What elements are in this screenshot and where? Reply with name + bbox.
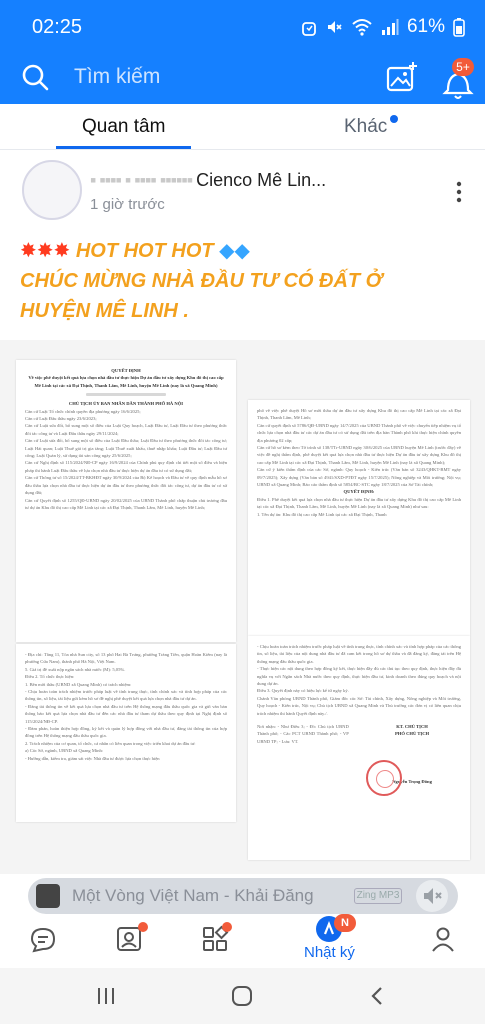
search-bar [0,52,485,104]
more-options-icon[interactable] [452,180,466,204]
boom-icon: ✸✸✸ [20,240,71,262]
search-icon[interactable] [20,62,50,92]
zing-mp3-button[interactable]: Zing MP3 [354,888,402,904]
red-seal-stamp [366,760,402,796]
post-content [20,236,470,326]
post-line-1: ✸✸✸ HOT HOT HOT ◆◆ [20,240,250,262]
mute-button[interactable] [416,880,448,912]
timeline-label: Nhật ký [304,944,355,961]
alarm-icon [301,18,317,36]
back-icon[interactable] [368,986,388,1006]
nav-profile-icon[interactable] [428,924,458,954]
document-page-1[interactable]: QUYẾT ĐỊNH Về việc phê duyệt kết quả lựa chọn nhà đầu tư thực hiện Dự án đầu tư xây dựng Khu đô thị cao cấp Mê Linh tại các xã Đại Thịnh, Thanh Lâm, Mê Linh, huyện Mê Linh (nay là xã Quang Minh) CHỦ TỊCH ỦY BAN NHÂN DÂN THÀNH PHỐ HÀ NỘI Căn cứ Luật Tổ chức chính quyền địa phương ngày 16/6/2025; Căn cứ Luật Đấu thầu ngày 23/6/2023; Căn cứ Luật sửa đổi, bổ sung một số điều của Luật Quy hoạch, Luật Đầu tư, Luật Đầu tư theo phương thức đối tác công tư và Luật Đấu thầu ngày 29/11/2024; Căn cứ Luật sửa đổi, bổ sung một số điều của Luật Đầu thầu; Luật Đầu tư theo phương thức đối tác công tư; Luật Hải quan; Luật Thuế giá trị gia tăng; Luật Thuế xuất khẩu, thuế nhập khẩu; Luật Đầu tư; Luật Đầu tư công; Luật Quản lý, sử dụng tài sản công ngày 25/6/2025; Căn cứ Nghị định số 115/2024/NĐ-CP ngày 16/9/2024 của Chính phủ quy định chi tiết một số điều và biện pháp thi hành Luật Đấu thầu về lựa chọn nhà đầu tư thực hiện dự án đầu tư có sử dụng đất; Căn cứ Thông tư số 15/2024/TT-BKHĐT ngày 30/9/2024 của Bộ Kế hoạch và Đầu tư về quy định mẫu hồ sơ đấu thầu lựa chọn nhà đầu tư thực hiện dự án đầu tư theo phương thức đối tác công tư, dự án đầu tư có sử dụng đất; Căn cứ Quyết định số 1255/QĐ-UBND ngày 20/02/2025 của UBND Thành phố chấp thuận chủ trương đầu tư dự án Khu đô thị cao cấp Mê Linh tại các xã Đại Thịnh, Thanh Lâm, Mê Linh, huyện Mê Linh; [16,360,236,642]
timeline-badge: N [334,914,356,932]
document-page-3[interactable]: - Địa chỉ: Tầng 11, Tòa nhà Sun city, số 13 phố Hai Bà Trưng, phường Tràng Tiền, quận Hoàn Kiếm (nay là phường Cửa Nam), thành phố Hà Nội, Việt Nam. 5. Giá trị đề xuất nộp ngân sách nhà nước (M): 5,05%. Điều 2. Tổ chức thực hiện: 1. Bên mời thầu (UBND xã Quang Minh) có trách nhiệm: - Chịu hoàn toàn trách nhiệm trước pháp luật về tính trung thực, tính chính xác và tính hợp pháp của các thông tin, số liệu, tài liệu gửi kèm hồ sơ đề nghị phê duyệt kết quả lựa chọn nhà đầu tư dự án. - Đăng tải thông tin về kết quả lựa chọn nhà đầu tư trên Hệ thống mạng đấu thầu quốc gia và gửi văn bản thông báo kết quả lựa chọn nhà đầu tư đến các nhà đầu tư tham dự thầu theo quy định tại Nghị định số 115/2024/NĐ-CP. - Đàm phán, hoàn thiện hợp đồng, ký kết và quản lý hợp đồng với nhà đầu tư, đăng tải thông tin của hợp đồng trên Hệ thống mạng đấu thầu quốc gia. 2. Trách nhiệm của cơ quan, tổ chức, cá nhân có liên quan trong việc triển khai dự án đầu tư: a) Các Sở, ngành, UBND xã Quang Minh: - Hướng dẫn, kiểm tra, giám sát việc Nhà đầu tư được lựa chọn thực hiện [16,644,236,822]
wifi-icon [351,18,373,36]
post-time: 1 giờ trước [90,196,165,213]
battery-percent: 61% [406,16,445,37]
tab-khac[interactable]: Khác [344,116,388,137]
notifications-badge: 5+ [452,58,474,76]
notifications-button[interactable] [440,58,480,98]
post-line-3: HUYỆN MÊ LINH . [20,300,189,322]
add-photo-icon[interactable] [385,60,419,94]
signal-icon [381,18,399,36]
post-image-gallery[interactable] [0,340,485,874]
speaker-mute-icon [416,880,448,912]
system-navigation [0,968,485,1024]
recent-apps-icon[interactable] [96,986,116,1006]
post-line-2: CHÚC MỪNG NHÀ ĐẦU TƯ CÓ ĐẤT Ở [20,270,383,292]
mute-icon [325,18,343,36]
active-tab-indicator [56,146,191,149]
music-title: Một Vòng Việt Nam - Khải Đăng [72,886,314,905]
post-header [0,152,485,228]
author-name-blurred: ▪ ▪▪▪▪ ▪ ▪▪▪▪ ▪▪▪▪▪▪ [90,170,197,190]
home-icon[interactable] [230,984,254,1008]
post-author[interactable] [90,170,326,191]
bottom-navigation [0,914,485,968]
discover-notification-dot [222,922,232,932]
contacts-notification-dot [138,922,148,932]
nav-messages-icon[interactable] [28,924,58,954]
gem-icon: ◆◆ [219,240,250,262]
music-player[interactable] [28,878,458,914]
document-page-4[interactable]: - Chịu hoàn toàn trách nhiệm trước pháp luật về tính trung thực, tính chính xác và tính hợp pháp của các thông tin, số liệu, tài liệu của nội dung nhà đầu tư đã cam kết trong hồ sơ dự thầu và đã đăng ký, đăng tải trên Hệ thống mạng đấu thầu quốc gia. - Thực hiện các nội dung theo hợp đồng ký kết, thực hiện đầy đủ các thủ tục theo quy định, thực hiện đầy đủ nghĩa vụ với Ngân sách Nhà nước theo quy định, thực hiện đầu tư, kinh doanh theo đúng quy hoạch và nội dung dự án. Điều 3. Quyết định này có hiệu lực kể từ ngày ký. Chánh Văn phòng UBND Thành phố, Giám đốc các Sở: Tài chính, Xây dựng, Nông nghiệp và Môi trường, Quy hoạch - Kiến trúc, Nội vụ; Chủ tịch UBND xã Quang Minh và Thủ trưởng các đơn vị có liên quan chịu trách nhiệm thi hành Quyết định này./. Nơi nhận: - Như Điều 3; - Đ/c Chủ tịch UBND Thành phố; - Các PCT UBND Thành phố; - VP UBND TP; - Lưu: VT. KT. CHỦ TỊCH PHÓ CHỦ TỊCH Nguyễn Trọng Đông [248,636,470,860]
status-bar [0,0,485,52]
status-time: 02:25 [32,16,83,38]
music-thumbnail [36,884,60,908]
status-icons [301,16,465,38]
author-avatar[interactable] [22,160,82,220]
search-input[interactable]: Tìm kiếm [74,65,161,88]
document-page-2[interactable]: phố về việc phê duyệt Hồ sơ mời thầu dự án đầu tư xây dựng Khu đô thị cao cấp Mê Linh tại các xã Đại Thịnh, Thanh Lâm, Mê Linh; Căn cứ quyết định số 5786/QĐ-UBND ngày 14/7/2025 của UBND Thành phố về việc chuyển tiếp nhiệm vụ tổ chức lựa chọn nhà đầu tư các dự án đầu tư có sử dụng đất trên địa bàn Thành phố khi thực hiện chính quyền địa phương 02 cấp; Căn cứ hồ sơ kèm theo Tờ trình số 138/TTr-UBND ngày 30/6/2025 của UBND huyện Mê Linh (trước đây) về việc đề nghị thẩm định, phê duyệt kết quả lựa chọn nhà đầu tư thực hiện Dự án đầu tư xây dựng Khu đô thị cao cấp Mê Linh tại các xã Đại Thịnh, Thanh Lâm, Mê Linh, huyện Mê Linh (nay là xã Quang Minh); Căn cứ ý kiến thẩm định của các Sở, ngành: Quy hoạch - Kiến trúc (Văn bản số 3243/QHKT-BMT ngày 09/7/2025); Xây dựng (Văn bản số 4941/SXD-PTĐT ngày 15/7/2025); Nông nghiệp và Môi trường; Nội vụ; UBND xã Quang Minh; Báo cáo thẩm định số 5854/BC-STC ngày 18/7/2025 của Sở Tài chính; QUYẾT ĐỊNH: Điều 1. Phê duyệt kết quả lựa chọn nhà đầu tư thực hiện Dự án đầu tư xây dựng Khu đô thị cao cấp Mê Linh tại các xã Đại Thịnh, Thanh Lâm, Mê Linh, huyện Mê Linh (nay là xã Quang Minh) như sau: 1. Tên dự án: Khu đô thị cao cấp Mê Linh tại các xã Đại Thịnh, Thanh [248,400,470,636]
battery-icon [453,17,465,37]
author-name: Cienco Mê Lin... [196,170,327,190]
tab-quan-tam[interactable]: Quan tâm [82,116,166,137]
feed-tabs [0,104,485,150]
new-content-dot [390,115,398,123]
